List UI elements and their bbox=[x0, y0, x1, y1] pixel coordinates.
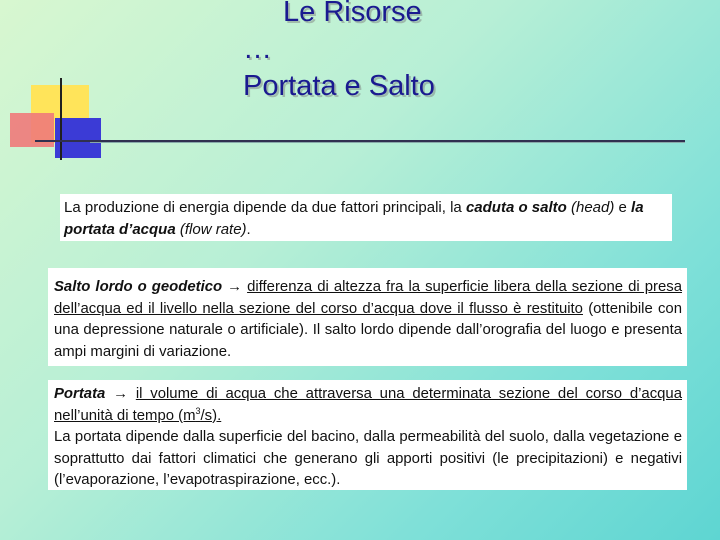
portata-def-a: il volume di acqua che attraversa una determinata sezione del corso d’acqua nell’unità di tempo (m bbox=[54, 386, 682, 424]
salto-term: Salto lordo o geodetico bbox=[54, 279, 223, 295]
title-line-1: Le Risorse bbox=[283, 0, 422, 28]
portata-superscript: 3 bbox=[195, 405, 201, 416]
intro-caduta: caduta o salto bbox=[465, 199, 567, 216]
intro-head: (head) bbox=[570, 199, 615, 216]
arrow-icon: → bbox=[227, 279, 243, 295]
title-line-2: … bbox=[243, 33, 272, 65]
portata-term: Portata bbox=[54, 386, 106, 402]
intro-portata: la portata d’acqua bbox=[64, 199, 644, 238]
intro-box bbox=[60, 194, 672, 241]
salto-box bbox=[48, 268, 687, 366]
arrow-icon: → bbox=[113, 386, 129, 402]
salto-rest: (ottenibile con una depressione naturale o artificiale). Il salto lordo dipende dall’orografia del luogo e presenta ampi margini di variazione. bbox=[54, 300, 682, 360]
decorative-vertical-line bbox=[60, 78, 62, 160]
intro-text: La produzione di energia dipende da due fattori principali, la bbox=[64, 199, 466, 216]
portata-rest: La portata dipende dalla superficie del bacino, dalla permeabilità del suolo, dalla vegetazione e soprattutto dai fattori climatici che generano gli apporti positivi (le precipitazioni) e negativi (l’evaporazione, l’evapotraspirazione, ecc.). bbox=[54, 429, 682, 488]
intro-end: . bbox=[246, 221, 251, 238]
salto-definition: differenza di altezza fra la superficie libera della sezione di presa dell’acqua ed il livello nella sezione del corso d’acqua dove il flusso è restituito bbox=[54, 279, 682, 317]
portata-box bbox=[48, 380, 687, 490]
portata-definition bbox=[54, 386, 682, 424]
title-line-3: Portata e Salto bbox=[243, 70, 435, 102]
slide-title bbox=[243, 0, 435, 105]
intro-flow: (flow rate) bbox=[179, 221, 247, 238]
portata-def-b: /s). bbox=[200, 407, 222, 424]
title-underline-shadow bbox=[90, 142, 685, 143]
intro-and: e bbox=[614, 199, 632, 216]
